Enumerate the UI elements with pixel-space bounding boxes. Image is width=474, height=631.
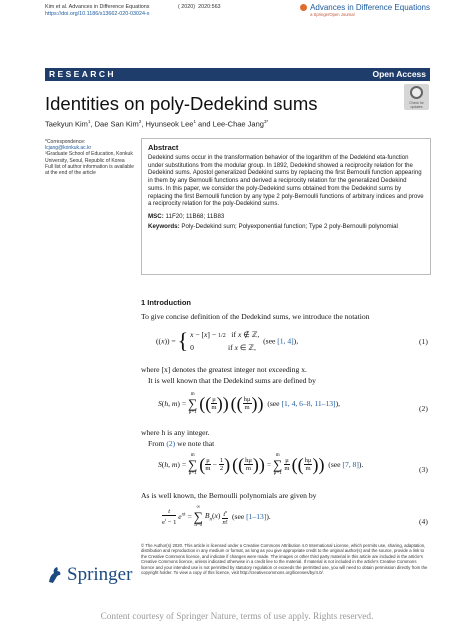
- author-name[interactable]: Taekyun Kim: [45, 119, 88, 129]
- intro-paragraph: From (2) we note that: [148, 439, 215, 448]
- research-label: RESEARCH: [49, 69, 116, 79]
- msc-label: MSC:: [148, 212, 164, 220]
- intro-paragraph: It is well known that the Dedekind sums are defined by: [148, 376, 316, 385]
- equation-ref-link[interactable]: (2): [166, 439, 176, 448]
- intro-paragraph: To give concise definition of the Dedekind sums, we introduce the notation: [141, 312, 370, 321]
- crossmark-icon: [410, 86, 423, 99]
- affiliation-marker: 1: [87, 119, 91, 124]
- abstract-heading: Abstract: [148, 143, 179, 152]
- article-title: Identities on poly-Dedekind sums: [45, 93, 318, 114]
- open-access-label: Open Access: [372, 69, 426, 79]
- doi-link[interactable]: https://doi.org/10.1186/s13662-020-03024-x: [45, 11, 150, 17]
- journal-name: Advances in Difference Equations: [310, 3, 430, 12]
- msc-line: [148, 213, 424, 220]
- correspondence-email[interactable]: lcjang@konkuk.ac.kr: [45, 145, 92, 152]
- citation-link[interactable]: [7, 8]: [342, 460, 359, 470]
- author-info-note: Full list of author information is available at the end of the article: [45, 163, 134, 177]
- publisher-name: Springer: [67, 564, 133, 585]
- springer-horse-icon: [45, 565, 65, 585]
- journal-logo-icon: [300, 4, 307, 11]
- equation-number: (4): [419, 517, 428, 526]
- citation-header: [45, 4, 150, 18]
- author-name[interactable]: and Lee-Chae Jang: [195, 119, 264, 129]
- check-for-updates-badge[interactable]: [404, 84, 429, 110]
- section-heading: 1 Introduction: [141, 298, 191, 307]
- equation-number: (3): [419, 465, 428, 474]
- journal-logo[interactable]: [300, 3, 430, 17]
- intro-paragraph: As is well known, the Bernoulli polynomials are given by: [141, 491, 317, 500]
- keywords-text: Poly-Dedekind sum; Polyexponential function; Type 2 poly-Bernoulli polynomial: [179, 222, 398, 230]
- equation-2: S(h, m) = m ∑ μ=1 (( $\frac{\mu}{m}$ )) (( $\frac{h\mu}{m}$ )) (see [1, 4, 6–8, 11–13]),: [158, 392, 341, 415]
- author-name[interactable]: , Hyunseok Lee: [141, 119, 194, 129]
- equation-4: $\frac{t}{e^t - 1}$ $e^{xt}$ = ∞ ∑ n=0 $B_n(x)$ $\frac{t^n}{n!}$ (see [1–13]).: [162, 505, 271, 528]
- citation-link[interactable]: [1, 4, 6–8, 11–13]: [281, 399, 336, 409]
- license-notice: © The Author(s) 2020. This article is licensed under a Creative Commons Attribution 4.0 International License, which permits use, sharing, adaptation, distribution and reproduction in any medium or format, as long as you give appropriate credit to the original author(s) and the source, provide a link to the Creative Commons licence, and indicate if changes were made. The images or other third party material in this article are included in the article's Creative Commons licence, unless indicated otherwise in a credit line to the material. If material is not included in the article's Creative Commons licence and your intended use is not permitted by statutory regulation or exceeds the permitted use, you will need to obtain permission directly from the copyright holder. To view a copy of this licence, visit http://creativecommons.org/licenses/by/4.0/.: [141, 543, 428, 576]
- affiliation-marker: 2: [138, 119, 142, 124]
- keywords-line: [148, 223, 424, 231]
- journal-subtitle: a SpringerOpen Journal: [310, 12, 355, 17]
- affiliation-text: ³Graduate School of Education, Konkuk University, Seoul, Republic of Korea: [45, 151, 133, 164]
- citation-year: ( 2020) 2020:563: [178, 4, 221, 10]
- affiliation-marker: 1: [193, 119, 196, 124]
- msc-codes: 11F20; 11B68; 11B83: [163, 212, 225, 220]
- equation-3: S(h, m) = m ∑ μ=1 ( $\frac{\mu}{m}$ − $\frac{1}{2}$ ) (( $\frac{h\mu}{m}$ )) = m ∑ μ=1 $\frac{\mu}{m}$ (( $\frac{h\mu}{m}$ )) (see [7, 8]).: [158, 453, 364, 476]
- citation-line: Kim et al. Advances in Difference Equations: [45, 4, 150, 10]
- citation-link[interactable]: [1, 4]: [277, 336, 294, 346]
- author-name[interactable]: , Dae San Kim: [90, 119, 139, 129]
- abstract-box: [141, 138, 431, 275]
- abstract-text: Dedekind sums occur in the transformation behavior of the logarithm of the Dedekind eta-function under substitutions from the modular group. In 1892, Dedekind showed a reciprocity relation for the Dedekind sums. Apostol generalized Dedekind sums by replacing the first Bernoulli function appearing in them by any Bernoulli functions and derived a reciprocity relation for the generalized Dedekind sums. In this paper, we consider the poly-Dedekind sums obtained from the Dedekind sums by replacing the first Bernoulli function by any type 2 poly-Bernoulli functions of arbitrary indices and prove a reciprocity relation for the poly-Dedekind sums.: [148, 155, 424, 208]
- courtesy-notice: Content courtesy of Springer Nature, terms of use apply. Rights reserved.: [100, 612, 374, 622]
- affiliation-marker: 3*: [263, 119, 269, 124]
- equation-number: (1): [419, 337, 428, 346]
- equation-number: (2): [419, 404, 428, 413]
- crossmark-text: Check for updates: [409, 101, 424, 109]
- article-type-banner: [45, 68, 430, 81]
- author-list: [45, 119, 268, 129]
- equation-1: ((x)) = { x − [x] − 1/2 if x ∉ ℤ, 0 if x ∈ ℤ, (see [1, 4]),: [156, 328, 299, 353]
- correspondence-label: *Correspondence:: [45, 139, 86, 145]
- intro-paragraph: where [x] denotes the greatest integer not exceeding x.: [141, 365, 307, 374]
- intro-paragraph: where h is any integer.: [141, 428, 210, 437]
- springer-logo: [45, 564, 132, 586]
- correspondence-sidebar: [45, 139, 135, 176]
- keywords-label: Keywords:: [148, 222, 180, 230]
- citation-link[interactable]: [1–13]: [246, 512, 267, 522]
